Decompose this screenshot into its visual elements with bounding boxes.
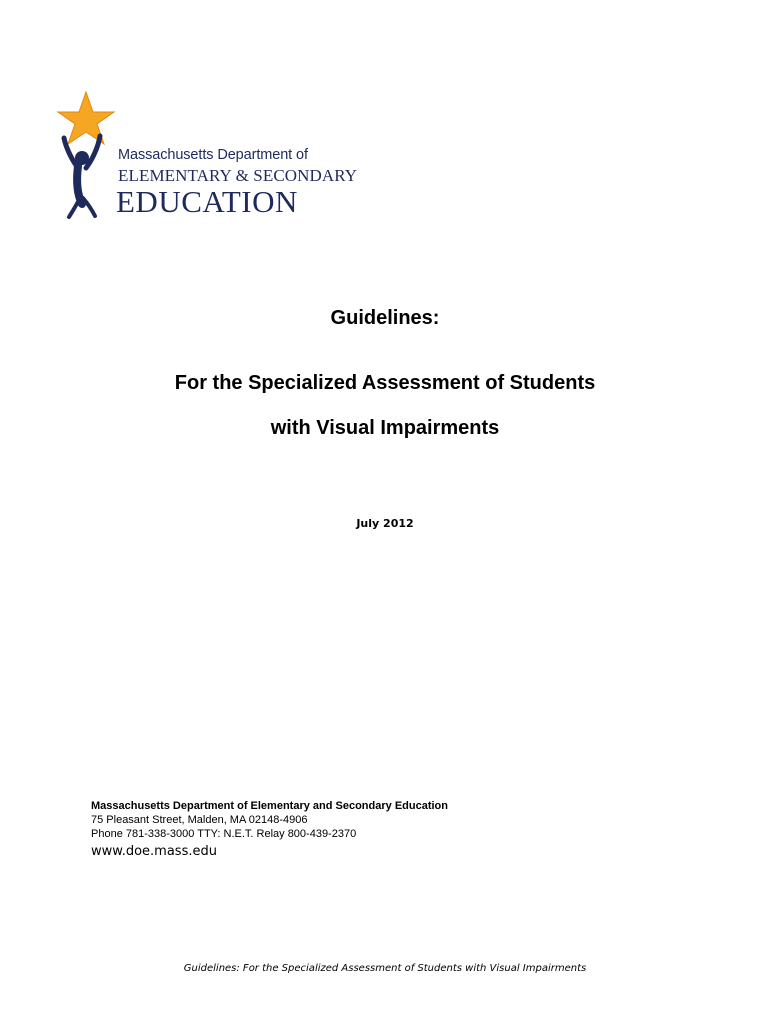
contact-phone: Phone 781-338-3000 TTY: N.E.T. Relay 800-439-2370	[91, 828, 357, 840]
star-figure-icon	[52, 90, 118, 220]
logo-text-line2: ELEMENTARY & SECONDARY	[118, 166, 358, 185]
document-title: Guidelines:	[330, 307, 440, 329]
contact-organization: Massachusetts Department of Elementary and Secondary Education	[91, 800, 448, 812]
logo-text-line1: Massachusetts Department of	[118, 147, 308, 163]
document-subtitle-line2: with Visual Impairments	[270, 417, 500, 439]
contact-website-link[interactable]: www.doe.mass.edu	[91, 844, 217, 859]
publication-date: July 2012	[356, 517, 414, 530]
contact-address: 75 Pleasant Street, Malden, MA 02148-4906	[91, 814, 308, 826]
logo-text-line3: EDUCATION	[116, 184, 298, 219]
document-subtitle-line1: For the Specialized Assessment of Students	[174, 372, 596, 394]
department-logo	[52, 90, 358, 220]
page-footer: Guidelines: For the Specialized Assessment of Students with Visual Impairments	[183, 963, 587, 974]
contact-block	[91, 799, 448, 862]
